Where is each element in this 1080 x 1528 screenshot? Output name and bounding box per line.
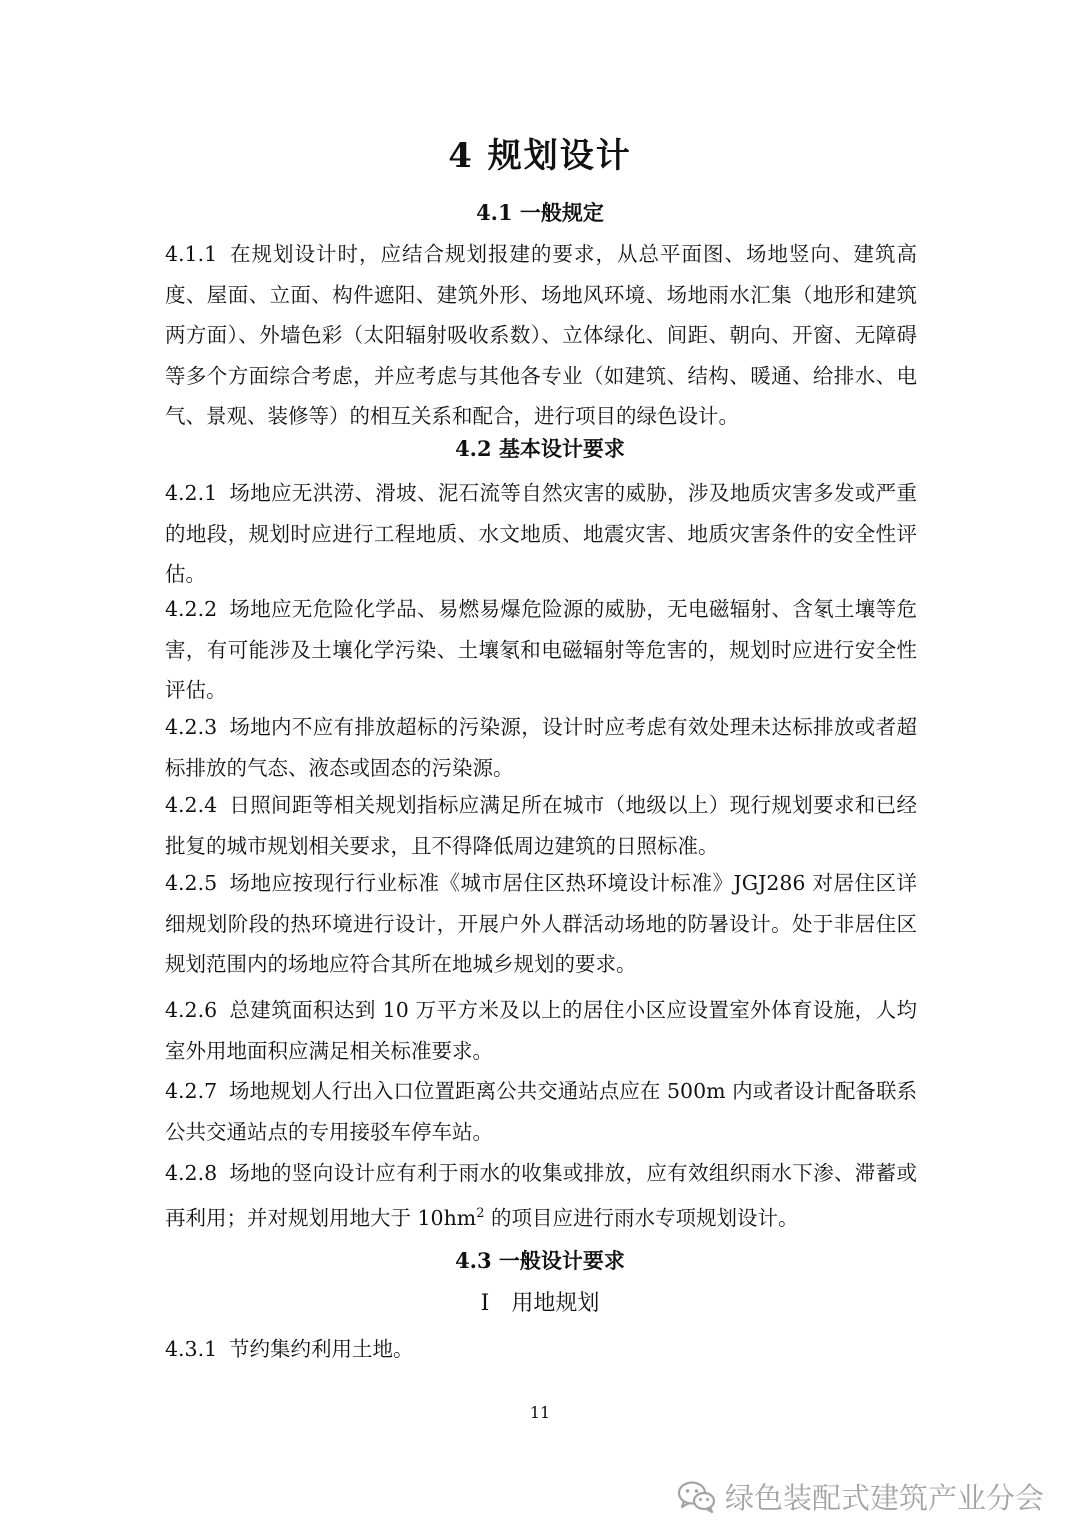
- section-title-4-2: 4.2 基本设计要求: [455, 436, 625, 461]
- clause-number: 4.2.6: [165, 998, 218, 1022]
- clause-4-2-3: [165, 707, 917, 788]
- clause-4-2-5: [165, 863, 917, 985]
- clause-text: 场地的竖向设计应有利于雨水的收集或排放，应有效组织雨水下渗、滞蓄或再利用；并对规划用地大于 10hm: [165, 1161, 917, 1230]
- wechat-icon: [677, 1480, 717, 1514]
- clause-text: 在规划设计时，应结合规划报建的要求，从总平面图、场地竖向、建筑高度、屋面、立面、构件遮阳、建筑外形、场地风环境、场地雨水汇集（地形和建筑两方面）、外墙色彩（太阳辐射吸收系数）、立体绿化、间距、朝向、开窗、无障碍等多个方面综合考虑，并应考虑与其他各专业（如建筑、结构、暖通、给排水、电气、景观、装修等）的相互关系和配合，进行项目的绿色设计。: [165, 242, 917, 428]
- subsection-roman-numeral: Ⅰ: [480, 1291, 490, 1316]
- page-number: 11: [529, 1403, 551, 1422]
- clause-4-2-1: [165, 473, 917, 595]
- clause-text-tail: 的项目应进行雨水专项规划设计。: [484, 1205, 799, 1230]
- section-title-4-1: 4.1 一般规定: [476, 200, 604, 225]
- clause-text: 场地应无危险化学品、易燃易爆危险源的威胁，无电磁辐射、含氡土壤等危害，有可能涉及土壤化学污染、土壤氡和电磁辐射等危害的，规划时应进行安全性评估。: [165, 597, 917, 702]
- clause-text: 日照间距等相关规划指标应满足所在城市（地级以上）现行规划要求和已经批复的城市规划相关要求，且不得降低周边建筑的日照标准。: [165, 793, 917, 858]
- clause-4-2-4: [165, 785, 917, 866]
- watermark: [677, 1476, 1044, 1517]
- superscript: 2: [476, 1205, 485, 1221]
- subsection-label: 用地规划: [511, 1291, 600, 1316]
- clause-number: 4.2.8: [165, 1161, 218, 1185]
- clause-4-2-6: [165, 990, 917, 1071]
- subsection-title: [0, 1286, 1080, 1317]
- clause-number: 4.2.2: [165, 597, 218, 621]
- clause-number: 4.3.1: [165, 1337, 218, 1361]
- clause-number: 4.2.4: [165, 793, 218, 817]
- chapter-title: 4 规划设计: [448, 136, 632, 176]
- clause-text: 场地内不应有排放超标的污染源，设计时应考虑有效处理未达标排放或者超标排放的气态、液态或固态的污染源。: [165, 715, 917, 780]
- clause-text: 总建筑面积达到 10 万平方米及以上的居住小区应设置室外体育设施，人均室外用地面积应满足相关标准要求。: [165, 998, 917, 1063]
- clause-4-2-7: [165, 1071, 917, 1152]
- clause-number: 4.2.5: [165, 871, 218, 895]
- clause-4-2-8: [165, 1153, 917, 1238]
- clause-4-2-2: [165, 589, 917, 711]
- watermark-text: 绿色装配式建筑产业分会: [724, 1481, 1044, 1515]
- clause-number: 4.2.7: [165, 1079, 218, 1103]
- clause-text: 场地应无洪涝、滑坡、泥石流等自然灾害的威胁，涉及地质灾害多发或严重的地段，规划时应进行工程地质、水文地质、地震灾害、地质灾害条件的安全性评估。: [165, 481, 917, 586]
- clause-number: 4.2.3: [165, 715, 218, 739]
- clause-4-3-1: [165, 1329, 917, 1370]
- clause-text: 场地应按现行行业标准《城市居住区热环境设计标准》JGJ286 对居住区详细规划阶段的热环境进行设计，开展户外人群活动场地的防暑设计。处于非居住区规划范围内的场地应符合其所在地城乡规划的要求。: [165, 871, 917, 976]
- clause-number: 4.1.1: [165, 242, 218, 266]
- clause-text: 节约集约利用土地。: [229, 1337, 414, 1361]
- clause-number: 4.2.1: [165, 481, 218, 505]
- clause-text: 场地规划人行出入口位置距离公共交通站点应在 500m 内或者设计配备联系公共交通站点的专用接驳车停车站。: [165, 1079, 917, 1144]
- section-title-4-3: 4.3 一般设计要求: [455, 1248, 625, 1273]
- clause-4-1-1: [165, 234, 917, 437]
